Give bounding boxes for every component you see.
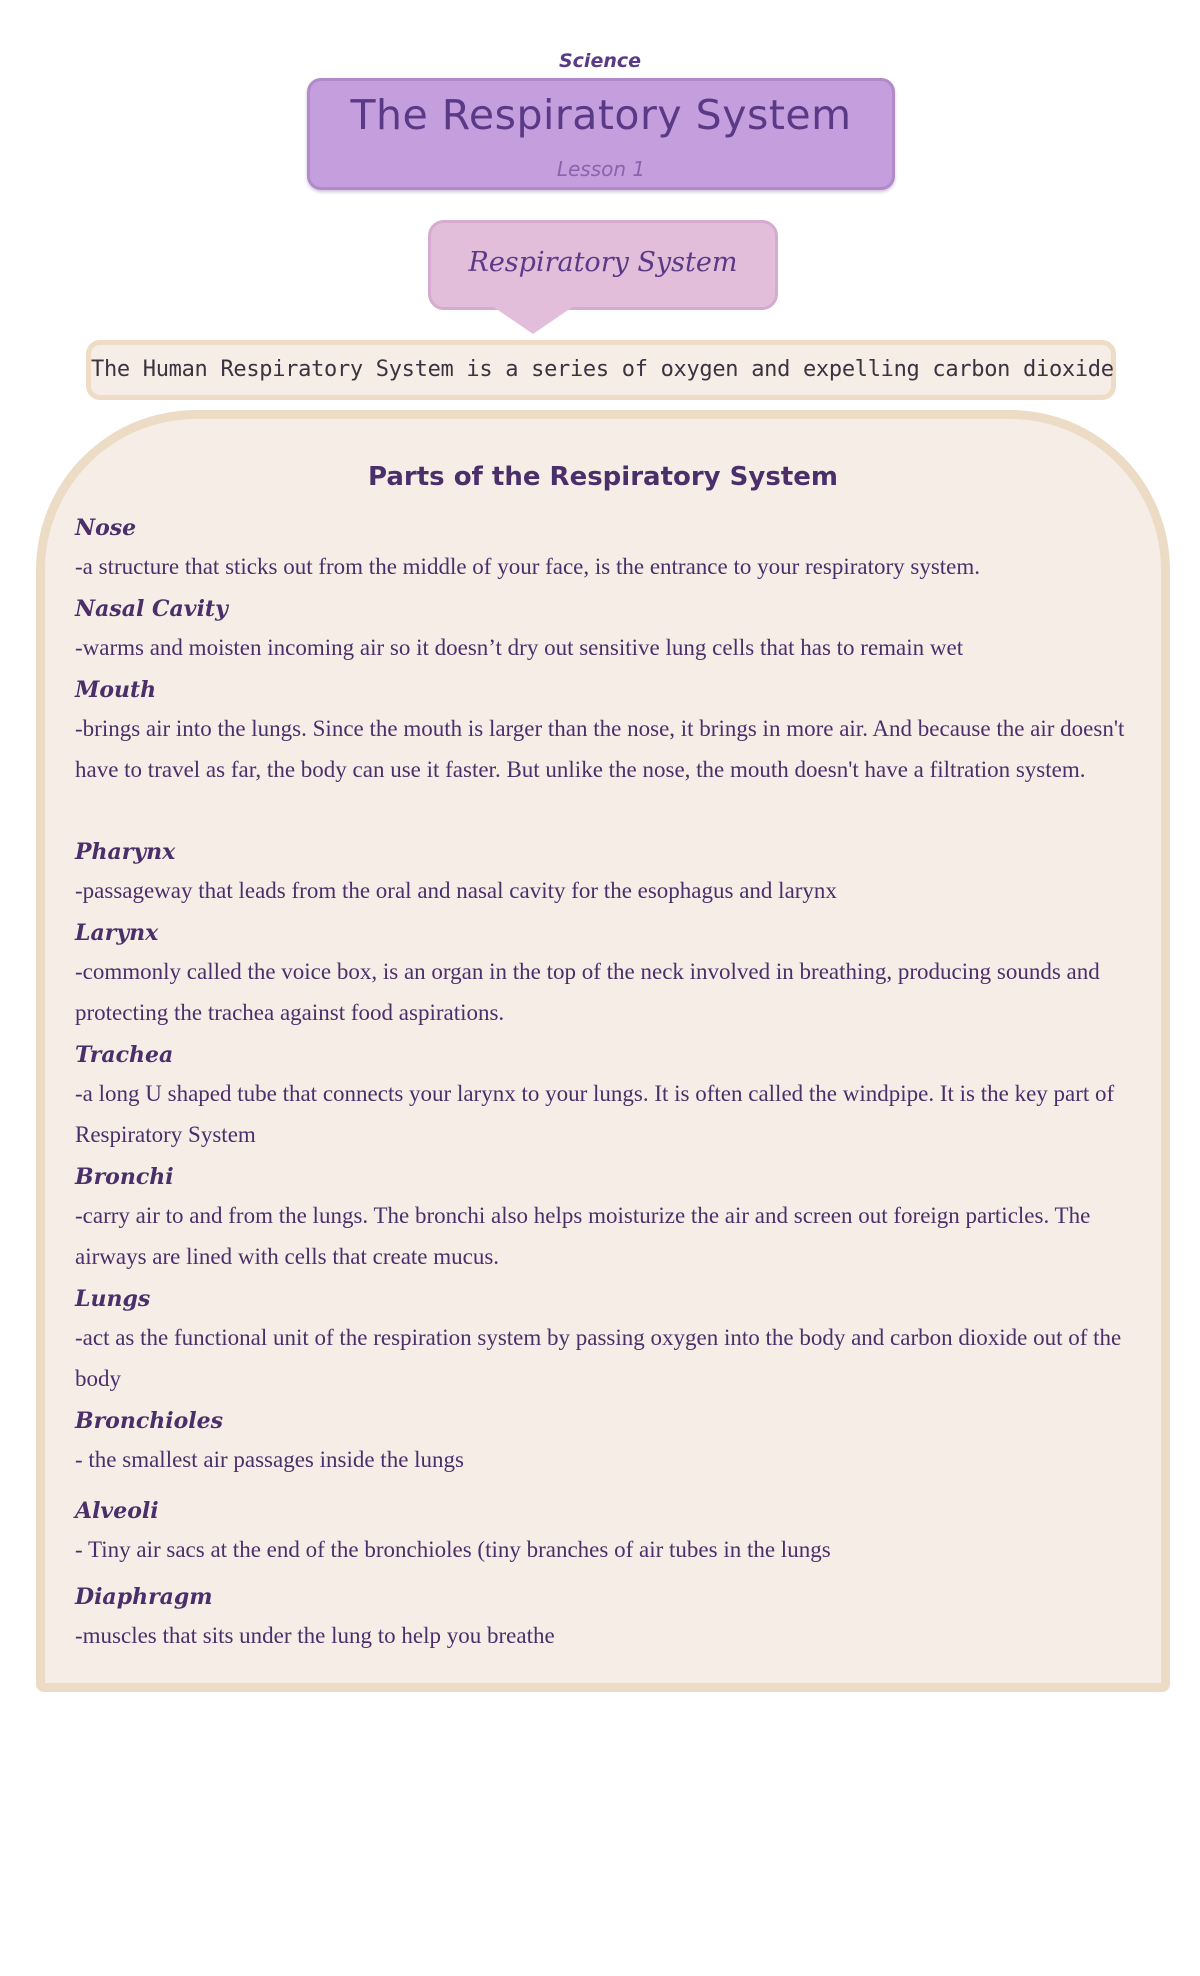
part-item-bronchi <box>75 1159 1145 1277</box>
parts-panel <box>36 410 1170 1692</box>
part-item-pharynx <box>75 834 1145 911</box>
part-description: -act as the functional unit of the respiration system by passing oxygen into the body and carbon dioxide out of the body <box>75 1325 1122 1391</box>
lesson-label: Lesson 1 <box>556 157 646 181</box>
part-name: Lungs <box>75 1286 151 1312</box>
part-description: -brings air into the lungs. Since the mouth is larger than the nose, it brings in more air. And because the air doesn't have to travel as far, the body can use it faster. But unlike the nose, the mouth doesn't have a filtration system. <box>75 716 1125 782</box>
part-name: Bronchi <box>75 1164 174 1190</box>
part-description: -muscles that sits under the lung to help you breathe <box>75 1623 555 1648</box>
topic-bubble-label: Respiratory System <box>468 247 738 278</box>
part-description: -a structure that sticks out from the middle of your face, is the entrance to your respiratory system. <box>75 554 981 579</box>
part-name: Trachea <box>75 1042 174 1068</box>
part-item-nasal-cavity <box>75 591 1145 668</box>
part-item-mouth <box>75 672 1145 790</box>
subject-label: Science <box>558 50 642 72</box>
part-description: -carry air to and from the lungs. The bronchi also helps moisturize the air and screen out foreign particles. The airways are lined with cells that create mucus. <box>75 1203 1091 1269</box>
part-item-diaphragm <box>75 1579 1145 1656</box>
part-item-lungs <box>75 1281 1145 1399</box>
part-name: Alveoli <box>75 1498 159 1524</box>
part-description: -passageway that leads from the oral and nasal cavity for the esophagus and larynx <box>75 878 837 903</box>
part-name: Larynx <box>75 920 159 946</box>
part-description: - the smallest air passages inside the lungs <box>75 1447 465 1472</box>
part-description: -a long U shaped tube that connects your larynx to your lungs. It is often called the windpipe. It is the key part of Respiratory System <box>75 1081 1115 1147</box>
part-item-nose <box>75 510 1145 587</box>
part-description: -warms and moisten incoming air so it doesn’t dry out sensitive lung cells that has to remain wet <box>75 635 964 660</box>
part-name: Bronchioles <box>75 1408 224 1434</box>
part-name: Mouth <box>75 677 157 703</box>
page-title: The Respiratory System <box>350 91 852 139</box>
part-name: Diaphragm <box>75 1584 213 1610</box>
part-description: - Tiny air sacs at the end of the bronchioles (tiny branches of air tubes in the lungs <box>75 1537 831 1562</box>
part-item-larynx <box>75 915 1145 1033</box>
part-description: -commonly called the voice box, is an organ in the top of the neck involved in breathing, producing sounds and protecting the trachea against food aspirations. <box>75 959 1100 1025</box>
topic-bubble-tail <box>492 306 574 334</box>
topic-bubble <box>428 220 778 310</box>
part-name: Nose <box>75 515 137 541</box>
part-name: Nasal Cavity <box>75 596 228 622</box>
part-item-alveoli <box>75 1493 1145 1570</box>
part-item-trachea <box>75 1037 1145 1155</box>
definition-box: The Human Respiratory System is a series of oxygen and expelling carbon dioxide <box>86 340 1116 400</box>
parts-heading: Parts of the Respiratory System <box>368 462 838 492</box>
part-name: Pharynx <box>75 839 176 865</box>
title-banner <box>307 78 895 190</box>
part-item-bronchioles <box>75 1403 1145 1480</box>
